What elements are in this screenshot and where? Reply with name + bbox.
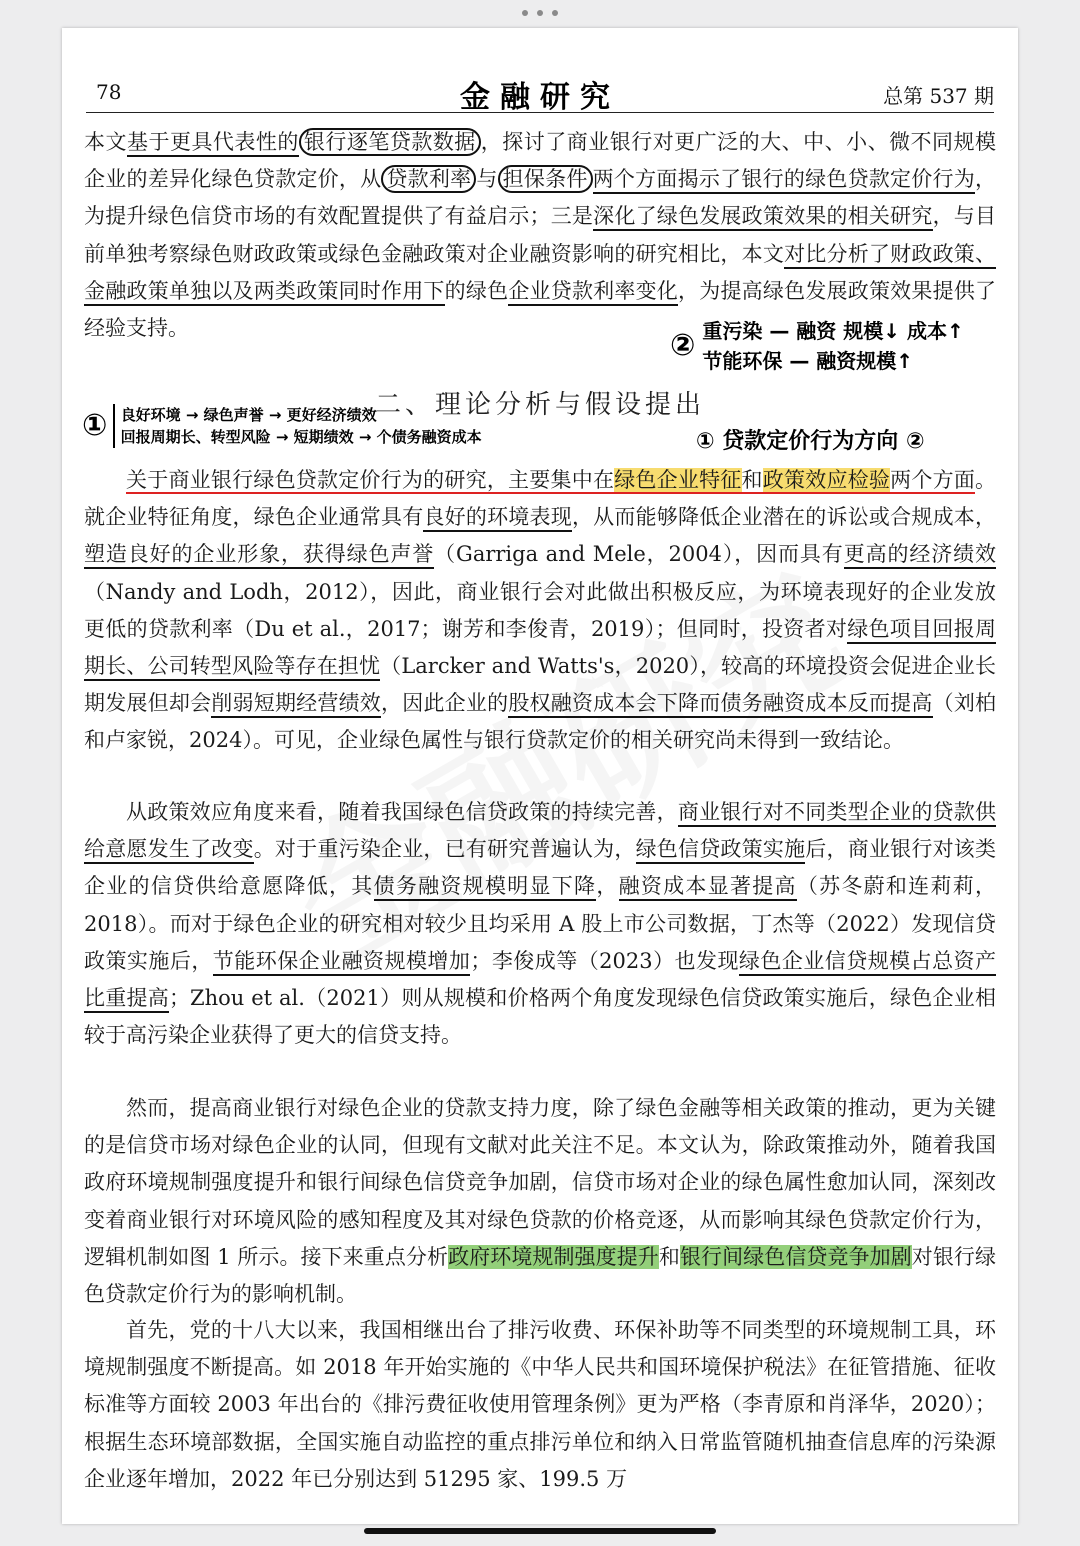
handwritten-note-pricing-direction: ① 贷款定价行为方向 ② bbox=[696, 429, 925, 454]
page-number: 78 bbox=[96, 80, 122, 104]
page-header bbox=[86, 72, 994, 113]
home-indicator[interactable] bbox=[364, 1528, 716, 1534]
window-drag-handle[interactable] bbox=[522, 10, 558, 20]
handwritten-note-firm-features: ① 良好环境 → 绿色声誉 → 更好经济绩效 回报周期长、转型风险 → 短期绩效 → 个债务融资成本 bbox=[82, 406, 482, 446]
paragraph-contributions: 本文基于更具代表性的 银行逐笔贷款数据 ，探讨了商业银行对更广泛的大、中、小、微不同规模企业的差异化绿色贷款定价，从 贷款利率 与 担保条件 两个方面揭示了银行的绿色贷款定价行为，为提升绿色信贷市场的有效配置提供了有益启示；三是深化了绿色发展政策效果的相关研究，与目前单独考察绿色财政政策或绿色金融政策对企业融资影响的研究相比，本文对比分析了财政政策、金融政策单独以及两类政策同时作用下的绿色企业贷款利率变化，为提高绿色发展政策效果提供了经验支持。 bbox=[84, 130, 997, 341]
journal-title: 金融研究 bbox=[460, 80, 620, 115]
document-page bbox=[62, 28, 1018, 1524]
paragraph-regulation: 首先，党的十八大以来，我国相继出台了排污收费、环保补助等不同类型的环境规制工具，环境规制强度不断提高。如 2018 年开始实施的《中华人民共和国环境保护税法》在征管措施、征收标准等方面较 2003 年出台的《排污费征收使用管理条例》更为严格（李青原和肖泽华，2020）；根据生态环境部数据，全国实施自动监控的重点排污单位和纳入日常监管随机抽查信息库的污染源企业逐年增加，2022 年已分别达到 51295 家、199.5 万 bbox=[84, 1318, 996, 1491]
paragraph-firm-features: 关于商业银行绿色贷款定价行为的研究，主要集中在绿色企业特征和政策效应检验两个方面。就企业特征角度，绿色企业通常具有良好的环境表现，从而能够降低企业潜在的诉讼或合规成本，塑造良好的企业形象，获得绿色声誉（Garriga and Mele，2004），因而具有更高的经济绩效（Nandy and Lodh，2012），因此，商业银行会对此做出积极反应，为环境表现好的企业发放更低的贷款利率（Du et al.，2017；谢芳和李俊青，2019）；但同时，投资者对绿色项目回报周期长、公司转型风险等存在担忧（Larcker and Watts's，2020），较高的环境投资会促进企业长期发展但却会削弱短期经营绩效，因此企业的股权融资成本会下降而债务融资成本反而提高（刘柏和卢家锐，2024）。可见，企业绿色属性与银行贷款定价的相关研究尚未得到一致结论。 bbox=[84, 468, 997, 753]
paragraph-policy-effects: 从政策效应角度来看，随着我国绿色信贷政策的持续完善，商业银行对不同类型企业的贷款供给意愿发生了改变。对于重污染企业，已有研究普遍认为，绿色信贷政策实施后，商业银行对该类企业的信贷供给意愿降低，其债务融资规模明显下降，融资成本显著提高（苏冬蔚和连莉莉，2018）。而对于绿色企业的研究相对较少且均采用 A 股上市公司数据，丁杰等（2022）发现信贷政策实施后，节能环保企业融资规模增加；李俊成等（2023）也发现绿色企业信贷规模占总资产比重提高；Zhou et al.（2021）则从规模和价格两个角度发现绿色信贷政策实施后，绿色企业相较于高污染企业获得了更大的信贷支持。 bbox=[84, 800, 997, 1048]
issue-number: 总第 537 期 bbox=[883, 84, 994, 108]
paragraph-mechanism: 然而，提高商业银行对绿色企业的贷款支持力度，除了绿色金融等相关政策的推动，更为关键的是信贷市场对绿色企业的认同，但现有文献对此关注不足。本文认为，除政策推动外，随着我国政府环境规制强度提升和银行间绿色信贷竞争加剧，信贷市场对企业的绿色属性愈加认同，深刻改变着商业银行对环境风险的感知程度及其对绿色贷款的价格竞逐，从而影响其绿色贷款定价行为，逻辑机制如图 1 所示。接下来重点分析政府环境规制强度提升和银行间绿色信贷竞争加剧对银行绿色贷款定价行为的影响机制。 bbox=[84, 1096, 997, 1307]
section-title: 二、理论分析与假设提出 bbox=[374, 390, 705, 420]
handwritten-note-policy-effect: ② 重污染 — 融资 规模↓ 成本↑ 节能环保 — 融资规模↑ bbox=[670, 319, 964, 373]
